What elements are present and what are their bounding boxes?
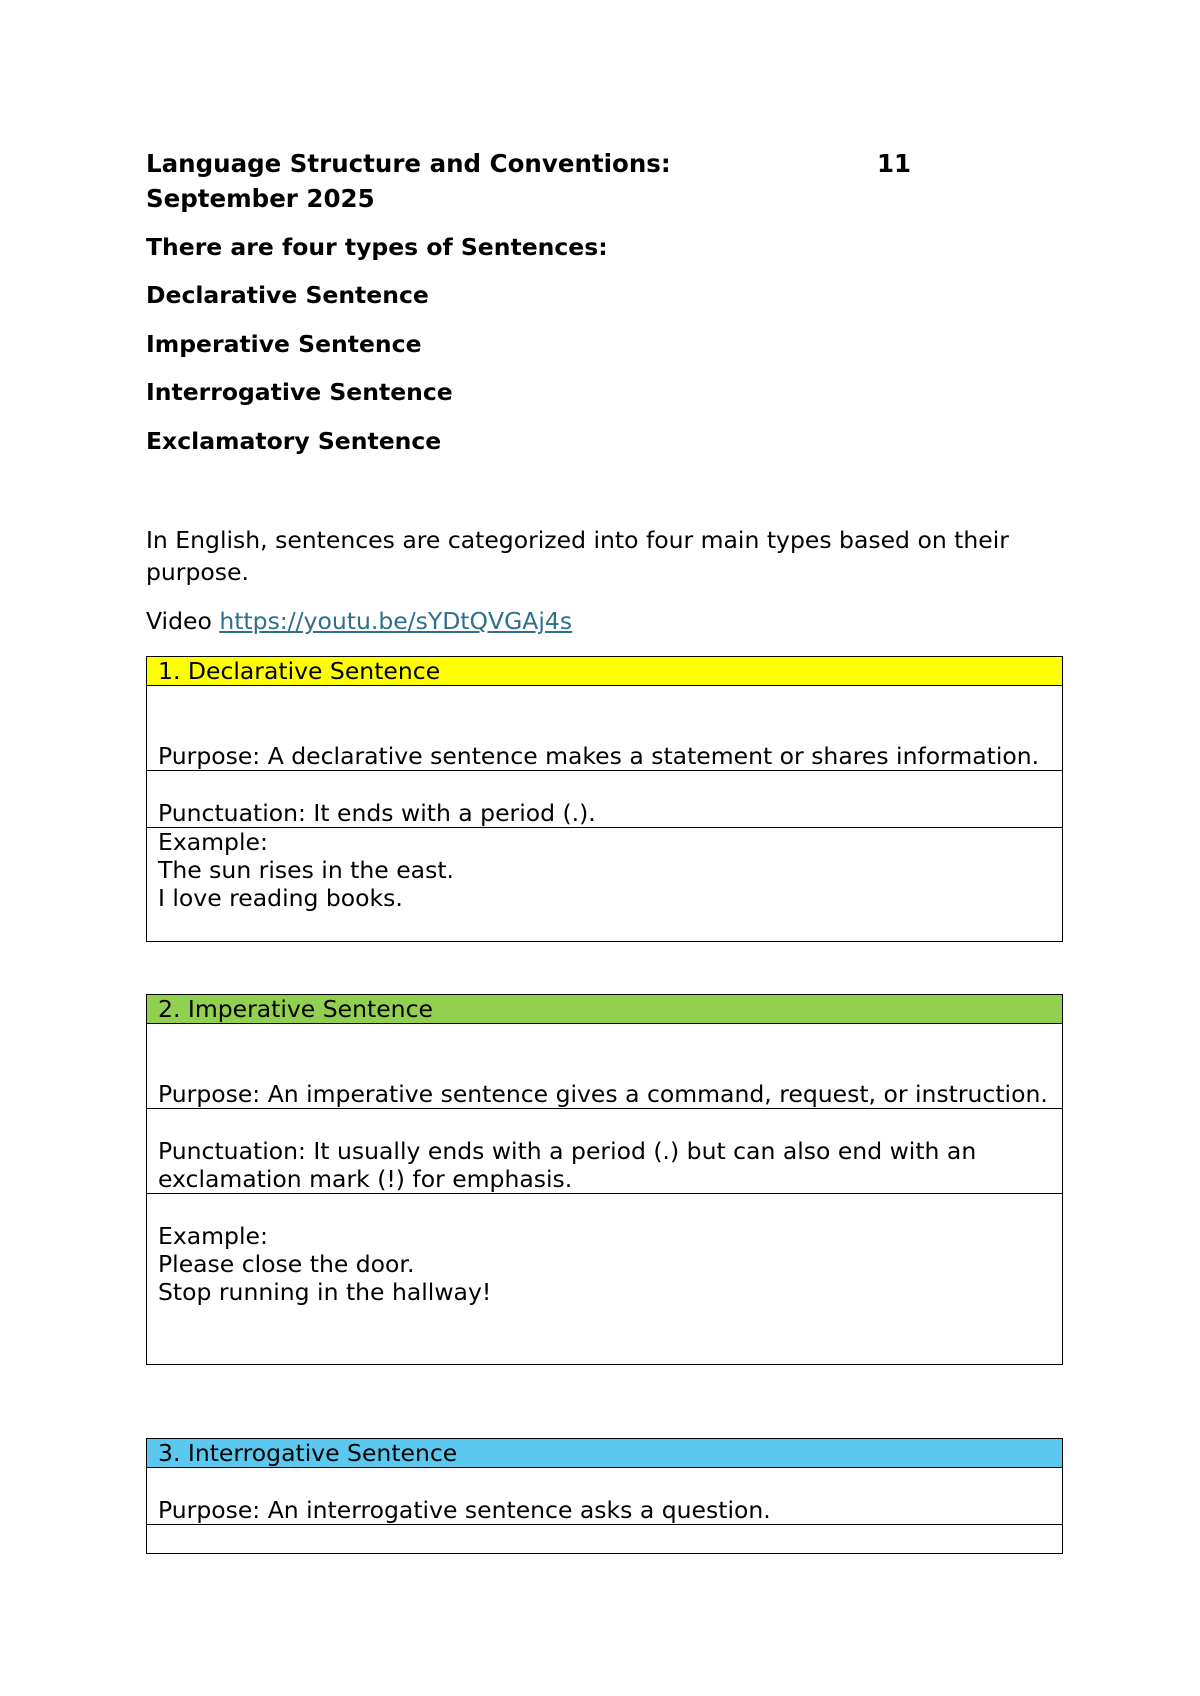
type-interrogative: Interrogative Sentence bbox=[146, 378, 453, 406]
declarative-example-label: Example: bbox=[158, 828, 268, 856]
interrogative-heading-cell bbox=[147, 1439, 1063, 1468]
imperative-example-2: Stop running in the hallway! bbox=[158, 1278, 492, 1306]
imperative-example-label: Example: bbox=[158, 1222, 268, 1250]
imperative-purpose: Purpose: An imperative sentence gives a command, request, or instruction. bbox=[147, 1024, 1063, 1109]
declarative-heading: 1. Declarative Sentence bbox=[158, 657, 441, 685]
type-imperative: Imperative Sentence bbox=[146, 330, 422, 358]
declarative-purpose: Purpose: A declarative sentence makes a statement or shares information. bbox=[147, 686, 1063, 771]
type-declarative: Declarative Sentence bbox=[146, 281, 429, 309]
imperative-heading-cell bbox=[147, 995, 1063, 1024]
intro-description: In English, sentences are categorized into four main types based on their purpose. bbox=[146, 526, 1009, 586]
title-day: 11 bbox=[877, 149, 912, 178]
document-title-date: September 2025 bbox=[146, 184, 375, 213]
video-link[interactable]: https://youtu.be/sYDtQVGAj4s bbox=[219, 607, 573, 635]
imperative-table bbox=[146, 994, 1063, 1365]
interrogative-empty-cell bbox=[147, 1525, 1063, 1554]
interrogative-heading: 3. Interrogative Sentence bbox=[158, 1439, 458, 1467]
interrogative-table bbox=[146, 1438, 1063, 1554]
imperative-heading: 2. Imperative Sentence bbox=[158, 995, 433, 1023]
types-heading: There are four types of Sentences: bbox=[146, 233, 608, 261]
declarative-table bbox=[146, 656, 1063, 942]
imperative-example-1: Please close the door. bbox=[158, 1250, 415, 1278]
declarative-example-1: The sun rises in the east. bbox=[158, 856, 454, 884]
document-title: Language Structure and Conventions: bbox=[146, 149, 671, 178]
declarative-heading-cell bbox=[147, 657, 1063, 686]
imperative-example-cell bbox=[147, 1194, 1063, 1365]
declarative-example-2: I love reading books. bbox=[158, 884, 403, 912]
imperative-punctuation: Punctuation: It usually ends with a period (.) but can also end with an exclamation mark (!) for emphasis. bbox=[147, 1109, 1063, 1194]
interrogative-purpose: Purpose: An interrogative sentence asks a question. bbox=[147, 1468, 1063, 1525]
video-label: Video bbox=[146, 607, 212, 635]
type-exclamatory: Exclamatory Sentence bbox=[146, 427, 442, 455]
video-line bbox=[146, 605, 1062, 637]
declarative-punctuation: Punctuation: It ends with a period (.). bbox=[147, 771, 1063, 828]
declarative-example-cell bbox=[147, 828, 1063, 942]
